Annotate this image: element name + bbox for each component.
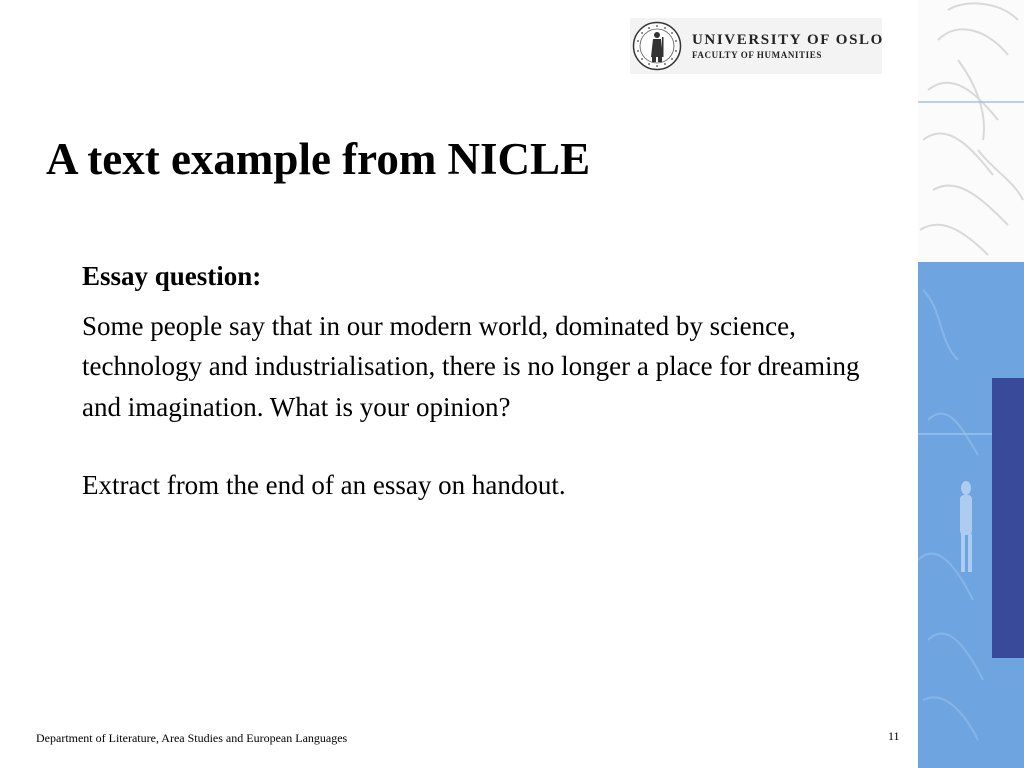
essay-question-text: Some people say that in our modern world, dominated by science, technology and industrialisation, there is no longer a place for dreaming and imagination. What is your opinion? — [82, 310, 860, 422]
faculty-name: FACULTY OF HUMANITIES — [692, 50, 822, 60]
slide-title: A text example from NICLE — [46, 134, 591, 184]
university-seal-icon — [632, 21, 682, 71]
decorative-band-art — [918, 0, 1024, 768]
decorative-band — [918, 0, 1024, 768]
footer-department: Department of Literature, Area Studies and European Languages — [36, 731, 348, 745]
university-name: UNIVERSITY OF OSLO — [692, 32, 884, 48]
essay-question-label: Essay question: — [82, 261, 262, 291]
slide-body — [82, 256, 902, 506]
university-logo — [630, 18, 882, 74]
extract-note: Extract from the end of an essay on handout. — [82, 470, 566, 500]
page-number: 11 — [888, 729, 900, 743]
